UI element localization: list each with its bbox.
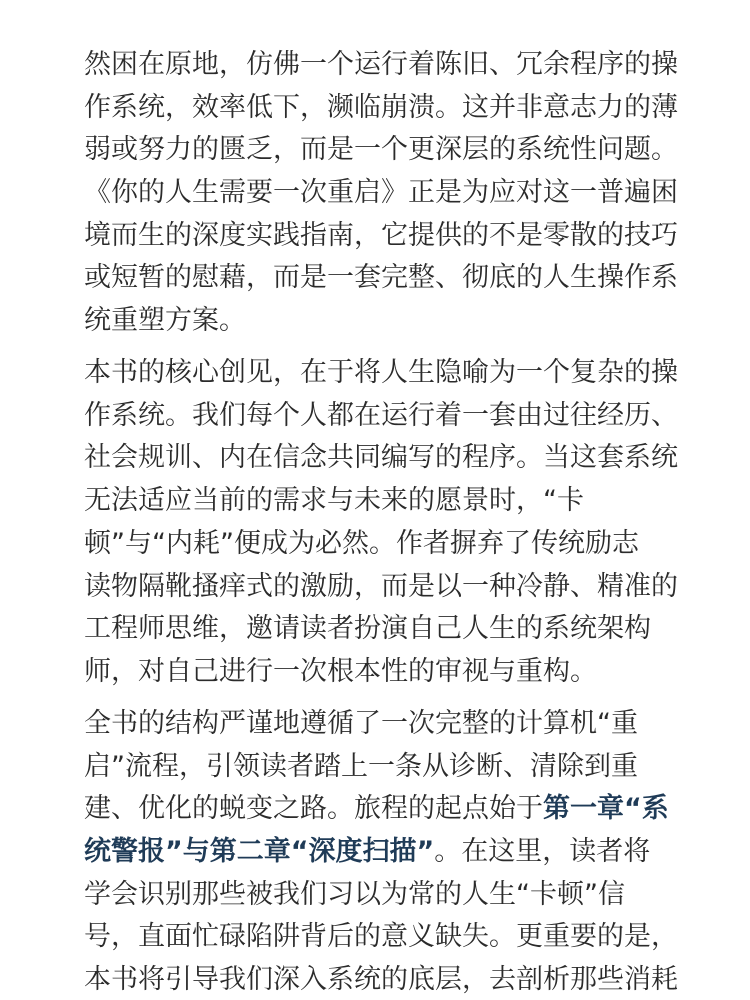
text-line: 本书的核心创见，在于将人生隐喻为一个复杂的操 (84, 357, 678, 389)
text-line: 社会规训、内在信念共同编写的程序。当这套系统 (84, 442, 678, 474)
text-line: 统重塑方案。 (84, 305, 246, 337)
paragraph-3 (84, 703, 678, 1000)
text-line: 本书将引导我们深入系统的底层，去剖析那些消耗 (84, 964, 678, 996)
article-body (84, 44, 678, 1000)
chapter-highlight: 第一章“系 (543, 793, 669, 825)
paragraph-gap (84, 694, 674, 703)
text-line: 《你的人生需要一次重启》正是为应对这一普遍困 (84, 177, 678, 209)
text-line: 号，直面忙碌陷阱背后的意义缺失。更重要的是， (84, 921, 678, 953)
paragraph-1 (84, 44, 678, 343)
text-line (84, 788, 674, 831)
text-line: 全书的结构严谨地遵循了一次完整的计算机“重 (84, 707, 638, 739)
text-line: 弱或努力的匮乏，而是一个更深层的系统性问题。 (84, 134, 678, 166)
text-segment: 建、优化的蜕变之路。旅程的起点始于 (84, 793, 543, 825)
text-line: 工程师思维，邀请读者扮演自己人生的系统架构 (84, 613, 651, 645)
text-line: 无法适应当前的需求与未来的愿景时，“卡 (84, 485, 584, 517)
text-line: 境而生的深度实践指南，它提供的不是零散的技巧 (84, 219, 678, 251)
text-line: 读物隔靴搔痒式的激励，而是以一种冷静、精准的 (84, 570, 678, 602)
paragraph-2 (84, 352, 678, 694)
chapter-highlight: 统警报”与第二章“深度扫描” (84, 835, 435, 867)
text-line: 作系统，效率低下，濒临崩溃。这并非意志力的薄 (84, 91, 678, 123)
text-line: 或短暂的慰藉，而是一套完整、彻底的人生操作系 (84, 262, 678, 294)
paragraph-gap (84, 343, 674, 352)
text-line (84, 831, 674, 874)
text-segment: 。在这里，读者将 (434, 835, 651, 867)
text-line: 顿”与“内耗”便成为必然。作者摒弃了传统励志 (84, 527, 639, 559)
text-line: 然困在原地，仿佛一个运行着陈旧、冗余程序的操 (84, 49, 678, 80)
text-line: 师，对自己进行一次根本性的审视与重构。 (84, 655, 597, 687)
text-line: 学会识别那些被我们习以为常的人生“卡顿”信 (84, 878, 625, 910)
text-line: 启”流程，引领读者踏上一条从诊断、清除到重 (84, 750, 638, 782)
text-line: 作系统。我们每个人都在运行着一套由过往经历、 (84, 399, 678, 431)
